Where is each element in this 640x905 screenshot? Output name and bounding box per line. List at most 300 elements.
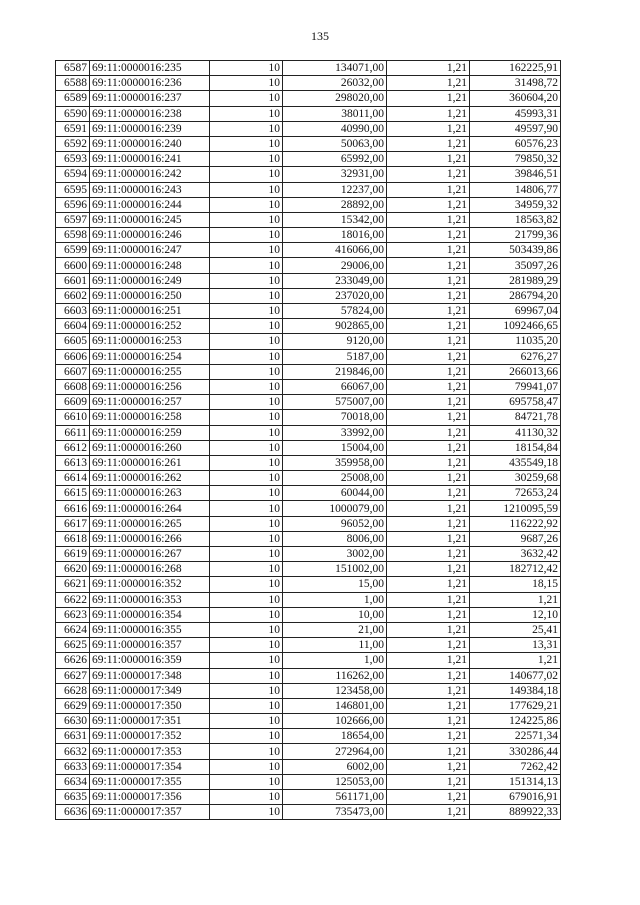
category-code-cell: 10: [210, 653, 283, 668]
cadastral-value-cell: 3632,42: [470, 547, 561, 562]
cadastral-number-cell: 69:11:0000016:241: [90, 152, 210, 167]
row-number-cell: 6607: [56, 364, 90, 379]
coefficient-cell: 1,21: [387, 729, 470, 744]
row-number-cell: 6609: [56, 395, 90, 410]
row-number-cell: 6593: [56, 152, 90, 167]
row-number-cell: 6596: [56, 197, 90, 212]
coefficient-cell: 1,21: [387, 349, 470, 364]
category-code-cell: 10: [210, 562, 283, 577]
category-code-cell: 10: [210, 76, 283, 91]
cadastral-value-cell: 21799,36: [470, 228, 561, 243]
table-row: [56, 197, 561, 212]
cadastral-value-cell: 6276,27: [470, 349, 561, 364]
category-code-cell: 10: [210, 440, 283, 455]
coefficient-cell: 1,21: [387, 364, 470, 379]
cadastral-number-cell: 69:11:0000016:355: [90, 622, 210, 637]
area-cell: 134071,00: [283, 61, 387, 76]
coefficient-cell: 1,21: [387, 790, 470, 805]
area-cell: 3002,00: [283, 547, 387, 562]
category-code-cell: 10: [210, 379, 283, 394]
area-cell: 902865,00: [283, 319, 387, 334]
row-number-cell: 6634: [56, 774, 90, 789]
coefficient-cell: 1,21: [387, 76, 470, 91]
table-row: [56, 228, 561, 243]
table-row: [56, 167, 561, 182]
table-row: [56, 562, 561, 577]
row-number-cell: 6625: [56, 638, 90, 653]
coefficient-cell: 1,21: [387, 668, 470, 683]
row-number-cell: 6602: [56, 288, 90, 303]
category-code-cell: 10: [210, 288, 283, 303]
cadastral-value-cell: 60576,23: [470, 136, 561, 151]
coefficient-cell: 1,21: [387, 547, 470, 562]
category-code-cell: 10: [210, 334, 283, 349]
cadastral-number-cell: 69:11:0000016:266: [90, 531, 210, 546]
cadastral-value-cell: 39846,51: [470, 167, 561, 182]
cadastral-number-cell: 69:11:0000016:265: [90, 516, 210, 531]
table-row: [56, 592, 561, 607]
table-row: [56, 683, 561, 698]
table-row: [56, 152, 561, 167]
cadastral-number-cell: 69:11:0000017:352: [90, 729, 210, 744]
coefficient-cell: 1,21: [387, 273, 470, 288]
table-row: [56, 516, 561, 531]
area-cell: 21,00: [283, 622, 387, 637]
cadastral-number-cell: 69:11:0000017:354: [90, 759, 210, 774]
coefficient-cell: 1,21: [387, 152, 470, 167]
coefficient-cell: 1,21: [387, 212, 470, 227]
row-number-cell: 6601: [56, 273, 90, 288]
coefficient-cell: 1,21: [387, 759, 470, 774]
table-row: [56, 319, 561, 334]
coefficient-cell: 1,21: [387, 683, 470, 698]
area-cell: 29006,00: [283, 258, 387, 273]
cadastral-value-cell: 30259,68: [470, 471, 561, 486]
cadastral-value-cell: 35097,26: [470, 258, 561, 273]
area-cell: 10,00: [283, 607, 387, 622]
area-cell: 1,00: [283, 653, 387, 668]
table-row: [56, 607, 561, 622]
area-cell: 18016,00: [283, 228, 387, 243]
category-code-cell: 10: [210, 243, 283, 258]
category-code-cell: 10: [210, 547, 283, 562]
cadastral-number-cell: 69:11:0000016:247: [90, 243, 210, 258]
table-body: [56, 61, 561, 820]
row-number-cell: 6635: [56, 790, 90, 805]
category-code-cell: 10: [210, 516, 283, 531]
row-number-cell: 6599: [56, 243, 90, 258]
cadastral-value-cell: 18563,82: [470, 212, 561, 227]
cadastral-value-cell: 11035,20: [470, 334, 561, 349]
cadastral-value-cell: 435549,18: [470, 455, 561, 470]
row-number-cell: 6605: [56, 334, 90, 349]
category-code-cell: 10: [210, 61, 283, 76]
area-cell: 57824,00: [283, 304, 387, 319]
area-cell: 123458,00: [283, 683, 387, 698]
area-cell: 50063,00: [283, 136, 387, 151]
area-cell: 18654,00: [283, 729, 387, 744]
cadastral-value-cell: 149384,18: [470, 683, 561, 698]
table-row: [56, 440, 561, 455]
cadastral-value-cell: 7262,42: [470, 759, 561, 774]
cadastral-number-cell: 69:11:0000016:240: [90, 136, 210, 151]
row-number-cell: 6603: [56, 304, 90, 319]
coefficient-cell: 1,21: [387, 425, 470, 440]
coefficient-cell: 1,21: [387, 91, 470, 106]
cadastral-value-cell: 1092466,65: [470, 319, 561, 334]
row-number-cell: 6624: [56, 622, 90, 637]
category-code-cell: 10: [210, 531, 283, 546]
cadastral-value-cell: 116222,92: [470, 516, 561, 531]
row-number-cell: 6600: [56, 258, 90, 273]
cadastral-number-cell: 69:11:0000016:257: [90, 395, 210, 410]
table-row: [56, 805, 561, 820]
cadastral-value-cell: 79850,32: [470, 152, 561, 167]
coefficient-cell: 1,21: [387, 455, 470, 470]
cadastral-number-cell: 69:11:0000017:353: [90, 744, 210, 759]
category-code-cell: 10: [210, 152, 283, 167]
cadastral-number-cell: 69:11:0000016:254: [90, 349, 210, 364]
table-row: [56, 547, 561, 562]
row-number-cell: 6628: [56, 683, 90, 698]
table-row: [56, 212, 561, 227]
coefficient-cell: 1,21: [387, 653, 470, 668]
cadastral-number-cell: 69:11:0000016:264: [90, 501, 210, 516]
row-number-cell: 6636: [56, 805, 90, 820]
area-cell: 146801,00: [283, 698, 387, 713]
area-cell: 416066,00: [283, 243, 387, 258]
category-code-cell: 10: [210, 455, 283, 470]
coefficient-cell: 1,21: [387, 228, 470, 243]
cadastral-value-cell: 695758,47: [470, 395, 561, 410]
cadastral-value-cell: 177629,21: [470, 698, 561, 713]
area-cell: 11,00: [283, 638, 387, 653]
area-cell: 70018,00: [283, 410, 387, 425]
table-row: [56, 471, 561, 486]
coefficient-cell: 1,21: [387, 531, 470, 546]
cadastral-value-cell: 79941,07: [470, 379, 561, 394]
cadastral-number-cell: 69:11:0000016:251: [90, 304, 210, 319]
category-code-cell: 10: [210, 790, 283, 805]
cadastral-value-cell: 1,21: [470, 653, 561, 668]
cadastral-value-cell: 18,15: [470, 577, 561, 592]
area-cell: 33992,00: [283, 425, 387, 440]
coefficient-cell: 1,21: [387, 197, 470, 212]
area-cell: 15004,00: [283, 440, 387, 455]
category-code-cell: 10: [210, 167, 283, 182]
cadastral-value-cell: 14806,77: [470, 182, 561, 197]
area-cell: 8006,00: [283, 531, 387, 546]
area-cell: 66067,00: [283, 379, 387, 394]
category-code-cell: 10: [210, 212, 283, 227]
row-number-cell: 6619: [56, 547, 90, 562]
table-row: [56, 486, 561, 501]
area-cell: 60044,00: [283, 486, 387, 501]
cadastral-value-cell: 281989,29: [470, 273, 561, 288]
coefficient-cell: 1,21: [387, 622, 470, 637]
row-number-cell: 6621: [56, 577, 90, 592]
cadastral-value-cell: 22571,34: [470, 729, 561, 744]
table-row: [56, 577, 561, 592]
cadastral-number-cell: 69:11:0000016:252: [90, 319, 210, 334]
coefficient-cell: 1,21: [387, 379, 470, 394]
cadastral-number-cell: 69:11:0000017:356: [90, 790, 210, 805]
coefficient-cell: 1,21: [387, 607, 470, 622]
table-row: [56, 106, 561, 121]
coefficient-cell: 1,21: [387, 121, 470, 136]
coefficient-cell: 1,21: [387, 486, 470, 501]
row-number-cell: 6622: [56, 592, 90, 607]
row-number-cell: 6606: [56, 349, 90, 364]
cadastral-number-cell: 69:11:0000016:253: [90, 334, 210, 349]
cadastral-value-cell: 1210095,59: [470, 501, 561, 516]
coefficient-cell: 1,21: [387, 501, 470, 516]
row-number-cell: 6627: [56, 668, 90, 683]
table-row: [56, 395, 561, 410]
cadastral-number-cell: 69:11:0000017:349: [90, 683, 210, 698]
category-code-cell: 10: [210, 304, 283, 319]
cadastral-number-cell: 69:11:0000016:354: [90, 607, 210, 622]
table-row: [56, 243, 561, 258]
coefficient-cell: 1,21: [387, 638, 470, 653]
table-row: [56, 304, 561, 319]
category-code-cell: 10: [210, 273, 283, 288]
table-row: [56, 668, 561, 683]
cadastral-number-cell: 69:11:0000016:236: [90, 76, 210, 91]
area-cell: 5187,00: [283, 349, 387, 364]
category-code-cell: 10: [210, 729, 283, 744]
cadastral-number-cell: 69:11:0000016:250: [90, 288, 210, 303]
cadastral-value-cell: 360604,20: [470, 91, 561, 106]
area-cell: 9120,00: [283, 334, 387, 349]
cadastral-number-cell: 69:11:0000016:353: [90, 592, 210, 607]
area-cell: 1,00: [283, 592, 387, 607]
area-cell: 6002,00: [283, 759, 387, 774]
cadastral-number-cell: 69:11:0000016:255: [90, 364, 210, 379]
area-cell: 32931,00: [283, 167, 387, 182]
area-cell: 28892,00: [283, 197, 387, 212]
category-code-cell: 10: [210, 258, 283, 273]
category-code-cell: 10: [210, 349, 283, 364]
cadastral-number-cell: 69:11:0000016:359: [90, 653, 210, 668]
category-code-cell: 10: [210, 759, 283, 774]
category-code-cell: 10: [210, 607, 283, 622]
cadastral-number-cell: 69:11:0000017:351: [90, 714, 210, 729]
area-cell: 12237,00: [283, 182, 387, 197]
category-code-cell: 10: [210, 577, 283, 592]
table-row: [56, 288, 561, 303]
row-number-cell: 6614: [56, 471, 90, 486]
table-row: [56, 379, 561, 394]
coefficient-cell: 1,21: [387, 577, 470, 592]
cadastral-value-cell: 31498,72: [470, 76, 561, 91]
table-row: [56, 729, 561, 744]
area-cell: 15,00: [283, 577, 387, 592]
cadastral-number-cell: 69:11:0000016:263: [90, 486, 210, 501]
table-row: [56, 334, 561, 349]
coefficient-cell: 1,21: [387, 136, 470, 151]
cadastral-value-cell: 45993,31: [470, 106, 561, 121]
category-code-cell: 10: [210, 714, 283, 729]
row-number-cell: 6618: [56, 531, 90, 546]
table-row: [56, 136, 561, 151]
table-row: [56, 61, 561, 76]
area-cell: 15342,00: [283, 212, 387, 227]
coefficient-cell: 1,21: [387, 516, 470, 531]
row-number-cell: 6616: [56, 501, 90, 516]
row-number-cell: 6595: [56, 182, 90, 197]
coefficient-cell: 1,21: [387, 471, 470, 486]
coefficient-cell: 1,21: [387, 395, 470, 410]
row-number-cell: 6613: [56, 455, 90, 470]
table-row: [56, 76, 561, 91]
row-number-cell: 6608: [56, 379, 90, 394]
area-cell: 26032,00: [283, 76, 387, 91]
cadastral-value-cell: 34959,32: [470, 197, 561, 212]
table-row: [56, 653, 561, 668]
row-number-cell: 6630: [56, 714, 90, 729]
row-number-cell: 6591: [56, 121, 90, 136]
coefficient-cell: 1,21: [387, 805, 470, 820]
cadastral-value-cell: 9687,26: [470, 531, 561, 546]
row-number-cell: 6620: [56, 562, 90, 577]
coefficient-cell: 1,21: [387, 243, 470, 258]
area-cell: 272964,00: [283, 744, 387, 759]
coefficient-cell: 1,21: [387, 106, 470, 121]
cadastral-number-cell: 69:11:0000016:268: [90, 562, 210, 577]
area-cell: 25008,00: [283, 471, 387, 486]
table-row: [56, 698, 561, 713]
row-number-cell: 6626: [56, 653, 90, 668]
table-row: [56, 364, 561, 379]
area-cell: 102666,00: [283, 714, 387, 729]
table-row: [56, 349, 561, 364]
area-cell: 359958,00: [283, 455, 387, 470]
cadastral-number-cell: 69:11:0000017:357: [90, 805, 210, 820]
cadastral-value-cell: 679016,91: [470, 790, 561, 805]
category-code-cell: 10: [210, 471, 283, 486]
cadastral-value-cell: 41130,32: [470, 425, 561, 440]
table-row: [56, 273, 561, 288]
coefficient-cell: 1,21: [387, 562, 470, 577]
category-code-cell: 10: [210, 228, 283, 243]
category-code-cell: 10: [210, 106, 283, 121]
table-row: [56, 622, 561, 637]
table-row: [56, 744, 561, 759]
row-number-cell: 6590: [56, 106, 90, 121]
area-cell: 65992,00: [283, 152, 387, 167]
cadastral-value-cell: 266013,66: [470, 364, 561, 379]
cadastral-value-cell: 69967,04: [470, 304, 561, 319]
category-code-cell: 10: [210, 698, 283, 713]
table-row: [56, 759, 561, 774]
cadastral-number-cell: 69:11:0000016:243: [90, 182, 210, 197]
row-number-cell: 6589: [56, 91, 90, 106]
coefficient-cell: 1,21: [387, 258, 470, 273]
cadastral-number-cell: 69:11:0000016:239: [90, 121, 210, 136]
cadastral-number-cell: 69:11:0000016:238: [90, 106, 210, 121]
cadastral-value-cell: 330286,44: [470, 744, 561, 759]
row-number-cell: 6610: [56, 410, 90, 425]
row-number-cell: 6612: [56, 440, 90, 455]
cadastral-value-cell: 503439,86: [470, 243, 561, 258]
category-code-cell: 10: [210, 622, 283, 637]
coefficient-cell: 1,21: [387, 334, 470, 349]
row-number-cell: 6587: [56, 61, 90, 76]
cadastral-number-cell: 69:11:0000016:244: [90, 197, 210, 212]
area-cell: 233049,00: [283, 273, 387, 288]
cadastral-value-cell: 286794,20: [470, 288, 561, 303]
row-number-cell: 6632: [56, 744, 90, 759]
area-cell: 96052,00: [283, 516, 387, 531]
cadastral-value-cell: 84721,78: [470, 410, 561, 425]
area-cell: 38011,00: [283, 106, 387, 121]
coefficient-cell: 1,21: [387, 410, 470, 425]
area-cell: 40990,00: [283, 121, 387, 136]
area-cell: 735473,00: [283, 805, 387, 820]
table-row: [56, 425, 561, 440]
cadastral-number-cell: 69:11:0000016:260: [90, 440, 210, 455]
row-number-cell: 6611: [56, 425, 90, 440]
row-number-cell: 6597: [56, 212, 90, 227]
table-row: [56, 121, 561, 136]
area-cell: 298020,00: [283, 91, 387, 106]
cadastral-number-cell: 69:11:0000016:259: [90, 425, 210, 440]
category-code-cell: 10: [210, 683, 283, 698]
coefficient-cell: 1,21: [387, 167, 470, 182]
category-code-cell: 10: [210, 774, 283, 789]
coefficient-cell: 1,21: [387, 592, 470, 607]
row-number-cell: 6631: [56, 729, 90, 744]
cadastral-value-cell: 49597,90: [470, 121, 561, 136]
cadastral-value-cell: 1,21: [470, 592, 561, 607]
cadastral-value-table: [55, 60, 561, 820]
area-cell: 237020,00: [283, 288, 387, 303]
category-code-cell: 10: [210, 425, 283, 440]
cadastral-number-cell: 69:11:0000016:245: [90, 212, 210, 227]
cadastral-number-cell: 69:11:0000016:249: [90, 273, 210, 288]
cadastral-value-cell: 25,41: [470, 622, 561, 637]
category-code-cell: 10: [210, 319, 283, 334]
cadastral-value-cell: 72653,24: [470, 486, 561, 501]
coefficient-cell: 1,21: [387, 698, 470, 713]
table-row: [56, 501, 561, 516]
row-number-cell: 6588: [56, 76, 90, 91]
coefficient-cell: 1,21: [387, 304, 470, 319]
cadastral-number-cell: 69:11:0000017:355: [90, 774, 210, 789]
cadastral-value-cell: 13,31: [470, 638, 561, 653]
cadastral-number-cell: 69:11:0000017:350: [90, 698, 210, 713]
row-number-cell: 6594: [56, 167, 90, 182]
area-cell: 1000079,00: [283, 501, 387, 516]
area-cell: 575007,00: [283, 395, 387, 410]
category-code-cell: 10: [210, 744, 283, 759]
row-number-cell: 6592: [56, 136, 90, 151]
coefficient-cell: 1,21: [387, 319, 470, 334]
cadastral-number-cell: 69:11:0000016:267: [90, 547, 210, 562]
coefficient-cell: 1,21: [387, 288, 470, 303]
category-code-cell: 10: [210, 182, 283, 197]
coefficient-cell: 1,21: [387, 714, 470, 729]
category-code-cell: 10: [210, 805, 283, 820]
cadastral-number-cell: 69:11:0000016:242: [90, 167, 210, 182]
table-row: [56, 410, 561, 425]
category-code-cell: 10: [210, 91, 283, 106]
table-row: [56, 638, 561, 653]
cadastral-value-cell: 18154,84: [470, 440, 561, 455]
category-code-cell: 10: [210, 121, 283, 136]
page-number: 135: [311, 29, 329, 43]
